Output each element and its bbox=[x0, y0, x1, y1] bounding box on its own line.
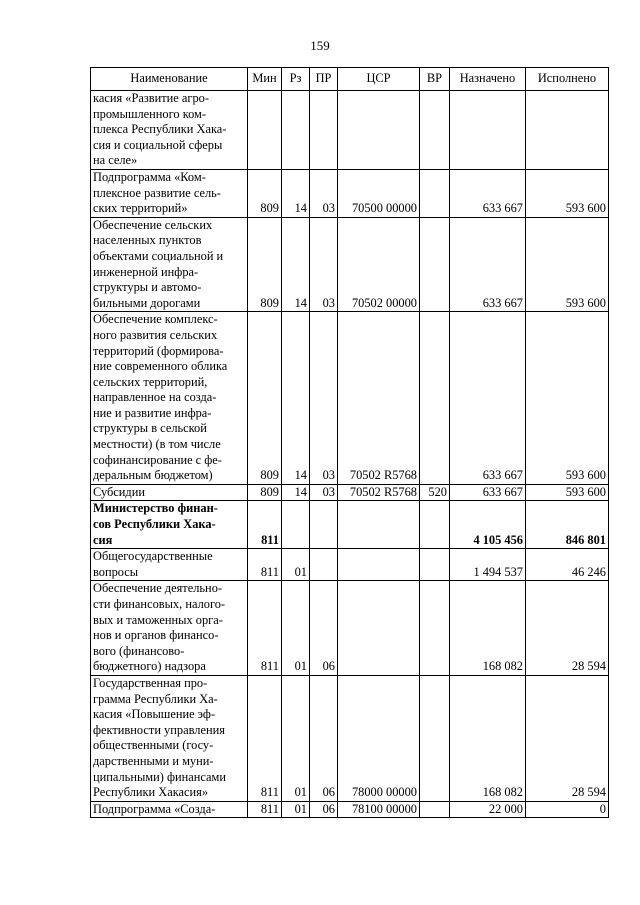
cell-min bbox=[248, 91, 282, 170]
cell-vr bbox=[420, 312, 450, 485]
cell-assigned: 633 667 bbox=[450, 312, 526, 485]
header-pr: ПР bbox=[310, 68, 338, 91]
cell-executed: 593 600 bbox=[526, 169, 609, 217]
header-csr: ЦСР bbox=[338, 68, 420, 91]
cell-pr: 03 bbox=[310, 312, 338, 485]
table-row bbox=[91, 501, 609, 549]
cell-executed: 846 801 bbox=[526, 501, 609, 549]
cell-csr bbox=[338, 581, 420, 676]
cell-min: 809 bbox=[248, 217, 282, 312]
cell-rz: 14 bbox=[282, 169, 310, 217]
cell-name: Подпрограмма «Ком- плексное развитие сель- ских территорий» bbox=[91, 169, 248, 217]
cell-assigned bbox=[450, 91, 526, 170]
cell-assigned: 633 667 bbox=[450, 169, 526, 217]
cell-pr bbox=[310, 91, 338, 170]
cell-pr: 06 bbox=[310, 801, 338, 818]
table-row bbox=[91, 581, 609, 676]
cell-pr bbox=[310, 549, 338, 581]
cell-rz: 01 bbox=[282, 801, 310, 818]
table-row bbox=[91, 169, 609, 217]
cell-executed: 593 600 bbox=[526, 217, 609, 312]
cell-assigned: 633 667 bbox=[450, 217, 526, 312]
cell-csr: 70502 R5768 bbox=[338, 484, 420, 501]
cell-name: Министерство финан- сов Республики Хака- сия bbox=[91, 501, 248, 549]
cell-vr bbox=[420, 169, 450, 217]
cell-vr bbox=[420, 217, 450, 312]
cell-executed: 593 600 bbox=[526, 484, 609, 501]
cell-min: 809 bbox=[248, 312, 282, 485]
header-min: Мин bbox=[248, 68, 282, 91]
cell-rz: 14 bbox=[282, 217, 310, 312]
cell-pr: 06 bbox=[310, 675, 338, 801]
cell-rz: 01 bbox=[282, 581, 310, 676]
cell-csr bbox=[338, 501, 420, 549]
cell-pr: 03 bbox=[310, 217, 338, 312]
cell-executed: 46 246 bbox=[526, 549, 609, 581]
table-row bbox=[91, 484, 609, 501]
cell-min: 811 bbox=[248, 549, 282, 581]
cell-assigned: 168 082 bbox=[450, 581, 526, 676]
cell-vr bbox=[420, 801, 450, 818]
header-row bbox=[91, 68, 609, 91]
cell-name: Государственная про- грамма Республики Ха- касия «Повышение эф- фективности управления общественными (госу- дарственными и муни- ципальными) финансами Республики Хакасия» bbox=[91, 675, 248, 801]
cell-vr bbox=[420, 549, 450, 581]
cell-csr bbox=[338, 549, 420, 581]
cell-assigned: 4 105 456 bbox=[450, 501, 526, 549]
cell-name: касия «Развитие агро- промышленного ком- плекса Республики Хака- сия и социальной сферы на селе» bbox=[91, 91, 248, 170]
cell-csr: 70500 00000 bbox=[338, 169, 420, 217]
cell-name: Подпрограмма «Созда- bbox=[91, 801, 248, 818]
cell-pr: 03 bbox=[310, 484, 338, 501]
cell-min: 809 bbox=[248, 169, 282, 217]
table-row bbox=[91, 675, 609, 801]
cell-executed bbox=[526, 91, 609, 170]
table-row bbox=[91, 91, 609, 170]
header-rz: Рз bbox=[282, 68, 310, 91]
cell-rz: 01 bbox=[282, 549, 310, 581]
cell-min: 811 bbox=[248, 675, 282, 801]
cell-csr: 78000 00000 bbox=[338, 675, 420, 801]
cell-executed: 28 594 bbox=[526, 675, 609, 801]
table-row bbox=[91, 217, 609, 312]
cell-csr bbox=[338, 91, 420, 170]
cell-vr bbox=[420, 501, 450, 549]
cell-pr bbox=[310, 501, 338, 549]
cell-executed: 28 594 bbox=[526, 581, 609, 676]
header-name: Наименование bbox=[91, 68, 248, 91]
cell-name: Обеспечение сельских населенных пунктов объектами социальной и инженерной инфра- структуры и автомо- бильными дорогами bbox=[91, 217, 248, 312]
cell-min: 811 bbox=[248, 581, 282, 676]
cell-assigned: 633 667 bbox=[450, 484, 526, 501]
page-number: 159 bbox=[310, 38, 330, 53]
cell-executed: 0 bbox=[526, 801, 609, 818]
cell-min: 811 bbox=[248, 501, 282, 549]
header-assigned: Назначено bbox=[450, 68, 526, 91]
cell-vr bbox=[420, 675, 450, 801]
cell-pr: 03 bbox=[310, 169, 338, 217]
cell-pr: 06 bbox=[310, 581, 338, 676]
cell-name: Субсидии bbox=[91, 484, 248, 501]
budget-table bbox=[90, 67, 609, 818]
cell-rz: 14 bbox=[282, 484, 310, 501]
cell-csr: 70502 00000 bbox=[338, 217, 420, 312]
header-vr: ВР bbox=[420, 68, 450, 91]
cell-assigned: 22 000 bbox=[450, 801, 526, 818]
table-row bbox=[91, 312, 609, 485]
cell-rz bbox=[282, 501, 310, 549]
cell-assigned: 1 494 537 bbox=[450, 549, 526, 581]
cell-name: Общегосударственные вопросы bbox=[91, 549, 248, 581]
cell-name: Обеспечение деятельно- сти финансовых, налого- вых и таможенных орга- нов и органов финансо- вого (финансово- бюджетного) надзора bbox=[91, 581, 248, 676]
table-row bbox=[91, 549, 609, 581]
table-row bbox=[91, 801, 609, 818]
cell-vr: 520 bbox=[420, 484, 450, 501]
cell-assigned: 168 082 bbox=[450, 675, 526, 801]
cell-min: 809 bbox=[248, 484, 282, 501]
cell-vr bbox=[420, 91, 450, 170]
cell-min: 811 bbox=[248, 801, 282, 818]
cell-csr: 78100 00000 bbox=[338, 801, 420, 818]
cell-executed: 593 600 bbox=[526, 312, 609, 485]
cell-rz: 14 bbox=[282, 312, 310, 485]
cell-rz: 01 bbox=[282, 675, 310, 801]
header-executed: Исполнено bbox=[526, 68, 609, 91]
cell-rz bbox=[282, 91, 310, 170]
cell-csr: 70502 R5768 bbox=[338, 312, 420, 485]
cell-vr bbox=[420, 581, 450, 676]
cell-name: Обеспечение комплекс- ного развития сельских территорий (формирова- ние современного облика сельских территорий, направленное на созда- ние и развитие инфра- структуры в сельской местности) (в том числе софинансирование с фе- деральным бюджетом) bbox=[91, 312, 248, 485]
